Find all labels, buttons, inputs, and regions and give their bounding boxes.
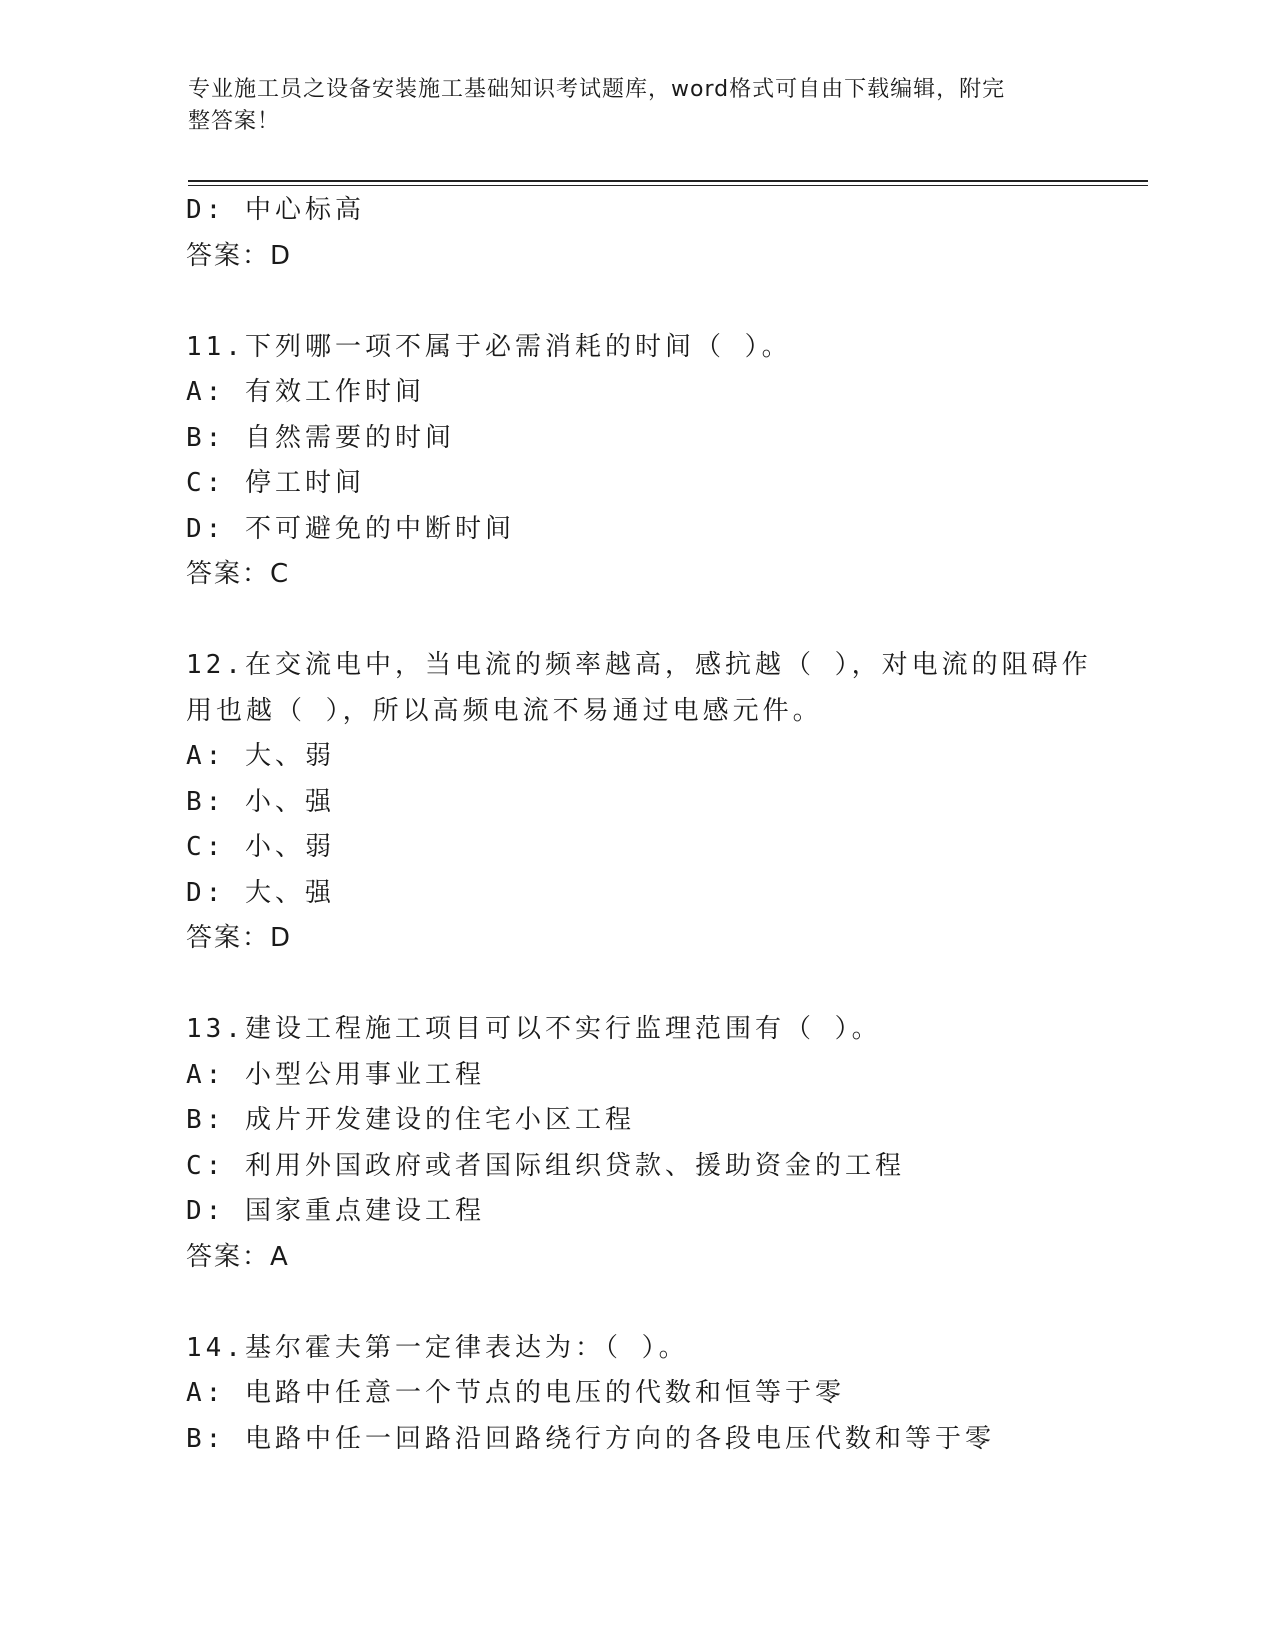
header-divider-thick [188,180,1148,182]
option-d: D: 大、强 [186,877,335,908]
option-b: B: 小、强 [186,786,335,817]
option-b: B: 自然需要的时间 [186,422,455,453]
option-a: A: 大、弱 [186,741,335,771]
question-13 [186,1007,1146,1280]
option-b: B: 成片开发建设的住宅小区工程 [186,1105,635,1135]
option-a: A: 电路中任意一个节点的电压的代数和恒等于零 [186,1378,845,1408]
partial-option-d: D: 中心标高 [186,195,365,225]
option-d: D: 国家重点建设工程 [186,1196,485,1226]
question-14 [186,1326,1146,1463]
spacer [186,962,1146,1008]
header-line-1: 专业施工员之设备安装施工基础知识考试题库，word格式可自由下载编辑，附完 [188,77,1006,102]
option-c: C: 小、弱 [186,832,335,862]
question-stem: 12.在交流电中，当电流的频率越高，感抗越（ ），对电流的阻碍作 [186,650,1092,680]
answer: 答案：A [186,1241,290,1272]
header-line-2: 整答案！ [188,109,281,134]
option-c: C: 停工时间 [186,468,365,498]
question-12 [186,643,1146,962]
header-divider-thin [188,185,1148,186]
option-b: B: 电路中任一回路沿回路绕行方向的各段电压代数和等于零 [186,1423,995,1454]
answer: 答案：D [186,923,293,953]
partial-answer: 答案：D [186,240,293,271]
question-content [186,188,1146,1462]
question-stem: 11.下列哪一项不属于必需消耗的时间（ ）。 [186,331,792,362]
option-c: C: 利用外国政府或者国际组织贷款、援助资金的工程 [186,1150,905,1181]
answer: 答案：C [186,559,291,589]
spacer [186,598,1146,644]
question-stem: 13.建设工程施工项目可以不实行监理范围有（ ）。 [186,1014,882,1044]
question-11 [186,325,1146,598]
option-d: D: 不可避免的中断时间 [186,513,515,544]
option-a: A: 小型公用事业工程 [186,1059,485,1090]
spacer [186,279,1146,325]
option-a: A: 有效工作时间 [186,377,425,407]
document-header [188,74,1088,138]
question-stem: 14.基尔霍夫第一定律表达为：（ ）。 [186,1332,689,1363]
question-stem-continued: 用也越（ ），所以高频电流不易通过电感元件。 [186,695,823,726]
spacer [186,1280,1146,1326]
